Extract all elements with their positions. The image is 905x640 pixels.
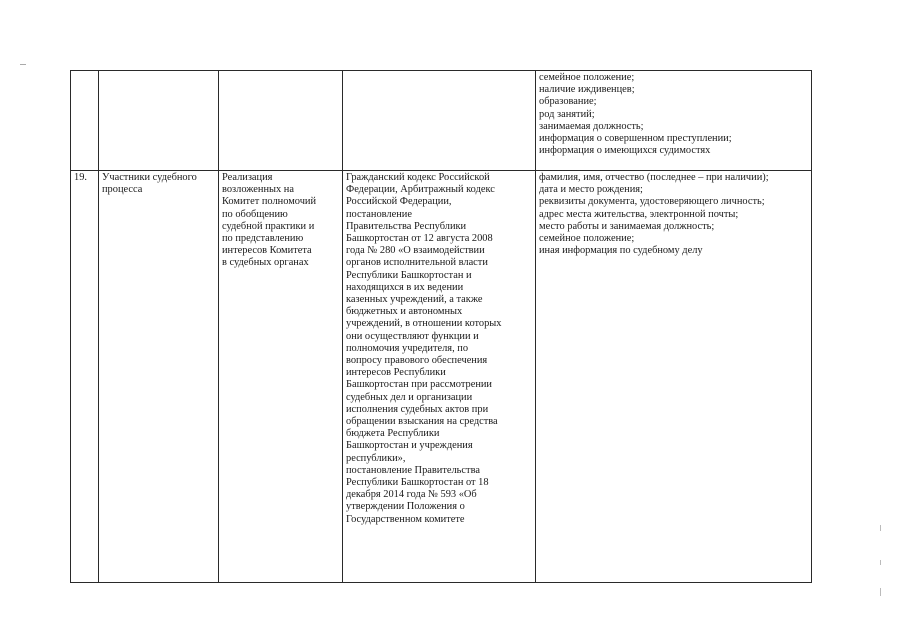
legal-basis-line: постановление Правительства xyxy=(346,464,480,476)
legal-basis-line: Федерации, Арбитражный кодекс xyxy=(346,184,495,196)
cell-participants xyxy=(99,71,219,171)
legal-basis-line: Башкортостан от 12 августа 2008 xyxy=(346,233,493,245)
purpose-line: Комитет полномочий xyxy=(222,196,317,208)
legal-basis-line: Гражданский кодекс Российской xyxy=(346,172,490,183)
purpose-line: в судебных органах xyxy=(222,257,309,269)
legal-basis-line: органов исполнительной власти xyxy=(346,257,488,269)
legal-basis-line: учреждений, в отношении которых xyxy=(346,318,502,330)
table-row-continued xyxy=(71,71,812,171)
participants-line: процесса xyxy=(102,184,143,196)
scan-mark xyxy=(20,64,26,65)
scan-mark xyxy=(880,560,881,565)
cell-number xyxy=(71,171,99,583)
data-line: адрес места жительства, электронной почты; xyxy=(539,208,739,220)
participants-line: Участники судебного xyxy=(102,172,197,183)
legal-basis-line: Республики Башкортостан от 18 xyxy=(346,477,489,489)
data-line: наличие иждивенцев; xyxy=(539,84,635,96)
data-line: иная информация по судебному делу xyxy=(539,245,703,257)
purpose-line: интересов Комитета xyxy=(222,245,312,257)
purpose-line: возложенных на xyxy=(222,184,294,196)
legal-basis-line: интересов Республики xyxy=(346,367,446,379)
cell-purpose xyxy=(219,71,343,171)
table-row-19 xyxy=(71,171,812,583)
data-line: дата и место рождения; xyxy=(539,184,643,196)
purpose-line: по представлению xyxy=(222,233,304,245)
cell-legal-basis xyxy=(343,171,536,583)
data-line: род занятий; xyxy=(539,108,595,120)
legal-basis-line: утверждении Положения о xyxy=(346,501,465,513)
legal-basis-line: Российской Федерации, xyxy=(346,196,452,208)
legal-basis-line: исполнения судебных актов при xyxy=(346,403,489,415)
scan-mark xyxy=(880,588,881,596)
data-line: семейное положение; xyxy=(539,72,635,83)
legal-basis-line: республики», xyxy=(346,452,406,464)
data-line: семейное положение; xyxy=(539,233,635,245)
legal-basis-line: находящихся в их ведении xyxy=(346,281,464,293)
purpose-line: по обобщению xyxy=(222,208,288,220)
legal-basis-line: Республики Башкортостан и xyxy=(346,269,472,281)
cell-data-categories xyxy=(536,71,812,171)
legal-basis-line: они осуществляют функции и xyxy=(346,330,479,342)
legal-basis-line: декабря 2014 года № 593 «Об xyxy=(346,489,477,501)
legal-basis-line: Башкортостан и учреждения xyxy=(346,440,473,452)
legal-basis-line: бюджетных и автономных xyxy=(346,306,463,318)
data-line: информация о имеющихся судимостях xyxy=(539,145,711,157)
cell-purpose xyxy=(219,171,343,583)
legal-basis-line: судебных дел и организации xyxy=(346,391,473,403)
legal-basis-line: постановление xyxy=(346,208,412,220)
legal-basis-line: обращении взыскания на средства xyxy=(346,416,498,428)
legal-basis-line: года № 280 «О взаимодействии xyxy=(346,245,485,257)
purpose-line: судебной практики и xyxy=(222,220,315,232)
data-line: образование; xyxy=(539,96,597,108)
legal-basis-line: Правительства Республики xyxy=(346,220,467,232)
cell-data-categories xyxy=(536,171,812,583)
data-line: занимаемая должность; xyxy=(539,120,644,132)
personal-data-table xyxy=(70,70,812,583)
cell-number xyxy=(71,71,99,171)
data-line: фамилия, имя, отчество (последнее – при наличии); xyxy=(539,172,769,183)
scan-mark xyxy=(880,525,881,531)
cell-legal-basis xyxy=(343,71,536,171)
legal-basis-line: Государственном комитете xyxy=(346,513,465,525)
data-line: место работы и занимаемая должность; xyxy=(539,220,715,232)
legal-basis-line: вопросу правового обеспечения xyxy=(346,355,488,367)
row-number: 19. xyxy=(74,172,87,183)
legal-basis-line: казенных учреждений, а также xyxy=(346,294,483,306)
legal-basis-line: бюджета Республики xyxy=(346,428,440,440)
legal-basis-line: Башкортостан при рассмотрении xyxy=(346,379,492,391)
data-line: реквизиты документа, удостоверяющего личность; xyxy=(539,196,765,208)
legal-basis-line: полномочия учредителя, по xyxy=(346,342,469,354)
cell-participants xyxy=(99,171,219,583)
purpose-line: Реализация xyxy=(222,172,273,183)
data-line: информация о совершенном преступлении; xyxy=(539,133,732,145)
